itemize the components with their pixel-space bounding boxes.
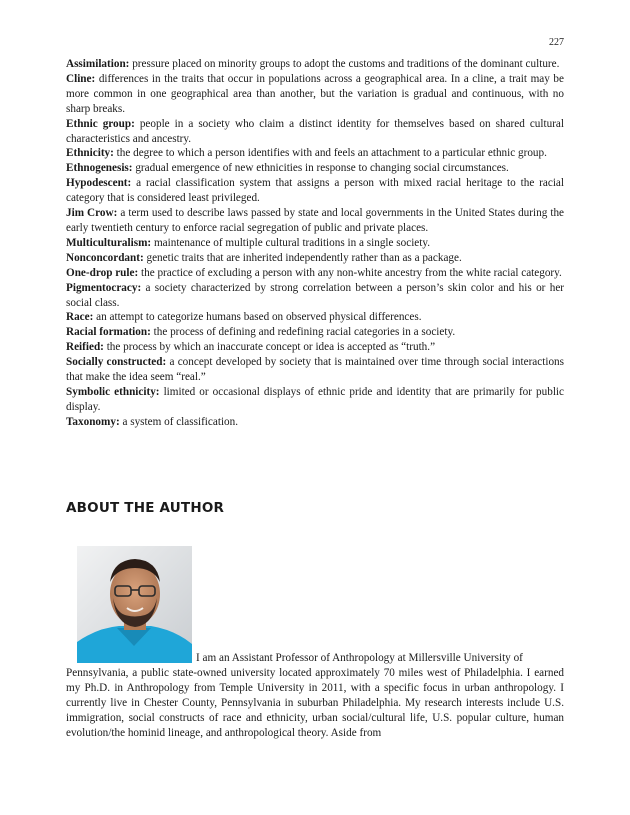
glossary-definition: genetic traits that are inherited independently rather than as a package. [146,251,462,264]
glossary-term: Race: [66,311,94,324]
glossary-definition: a racial classification system that assigns a person with mixed racial heritage to the racial category that is considered least privileged. [66,177,564,205]
glossary-definition: limited or occasional displays of ethnic pride and identity that are primarily for public display. [66,385,564,413]
glossary-definition: the degree to which a person identifies with and feels an attachment to a particular ethnic group. [116,147,547,160]
glossary-definition: a concept developed by society that is maintained over time through social interactions that make the idea seem “real.” [66,356,564,384]
glossary-definition: the practice of excluding a person with any non-white ancestry from the white racial category. [141,266,562,279]
glossary-definition: a system of classification. [122,415,239,428]
glossary-term: Cline: [66,72,96,85]
glossary-entry [66,57,564,72]
author-bio-text: Pennsylvania, a public state-owned university located approximately 70 miles west of Philadelphia. I earned my Ph.D. in Anthropology from Temple University in 2011, with a specific focus in urban anthropology. I currently live in Chester County, Pennsylvania in suburban Philadelphia. My research interests include U.S. immigration, social constructs of race and ethnicity, urban social/cultural life, U.S. popular culture, human evolution/the hominid lineage, and anthropological theory. Aside from [66,667,564,740]
glossary-entry [66,325,564,340]
glossary-entry [66,206,564,236]
glossary-term: Nonconcordant: [66,251,144,264]
glossary-definition: a society characterized by strong correlation between a person’s skin color and his or her social class. [66,281,565,309]
glossary-entry [66,161,564,176]
glossary-list [66,57,564,430]
glossary-term: Ethnic group: [66,117,135,130]
glossary-term: Assimilation: [66,58,130,70]
glossary-entry [66,355,564,385]
glossary-term: Taxonomy: [66,415,120,428]
glossary-entry [66,117,564,147]
glossary-term: Socially constructed: [66,356,167,369]
glossary-entry [66,385,564,415]
author-bio-lead: I am an Assistant Professor of Anthropology at Millersville University of [196,652,523,664]
glossary-definition: maintenance of multiple cultural traditions in a single society. [153,236,431,249]
glossary-definition: a term used to describe laws passed by state and local governments in the United States during the early twentieth century to enforce racial segregation of public and private places. [66,207,565,234]
glossary-entry [66,266,564,281]
glossary-term: Ethnogenesis: [66,162,133,175]
glossary-entry [66,251,564,266]
glossary-term: Hypodescent: [66,177,132,190]
glossary-term: One-drop rule: [66,266,139,279]
author-photo [77,546,192,663]
glossary-entry [66,72,564,117]
glossary-definition: pressure placed on minority groups to adopt the customs and traditions of the dominant culture. [132,58,560,70]
page-number: 227 [549,37,564,48]
glossary-term: Reified: [66,341,104,354]
glossary-term: Ethnicity: [66,147,114,160]
glossary-term: Jim Crow: [66,207,118,220]
glossary-definition: the process by which an inaccurate concept or idea is accepted as “truth.” [106,341,436,354]
glossary-entry [66,236,564,251]
section-heading-about-author: ABOUT THE AUTHOR [66,500,225,516]
author-bio [66,651,564,742]
glossary-definition: differences in the traits that occur in populations across a geographical area. In a cline, a trait may be more common in one geographical area than another, but the variation is gradual and continuous, with no sharp breaks. [66,72,564,115]
glossary-entry [66,415,564,430]
glossary-definition: the process of defining and redefining racial categories in a society. [153,326,456,339]
glossary-entry [66,176,564,206]
glossary-term: Symbolic ethnicity: [66,385,160,398]
glossary-definition: gradual emergence of new ethnicities in response to changing social circumstances. [135,162,509,175]
glossary-entry [66,146,564,161]
glossary-term: Multiculturalism: [66,236,152,249]
glossary-term: Pigmentocracy: [66,281,142,294]
glossary-entry [66,310,564,325]
glossary-definition: an attempt to categorize humans based on observed physical differences. [96,311,422,324]
glossary-term: Racial formation: [66,326,151,339]
glossary-entry [66,281,564,311]
glossary-entry [66,340,564,355]
glossary-definition: people in a society who claim a distinct identity for themselves based on shared cultural characteristics and ancestry. [66,117,564,145]
